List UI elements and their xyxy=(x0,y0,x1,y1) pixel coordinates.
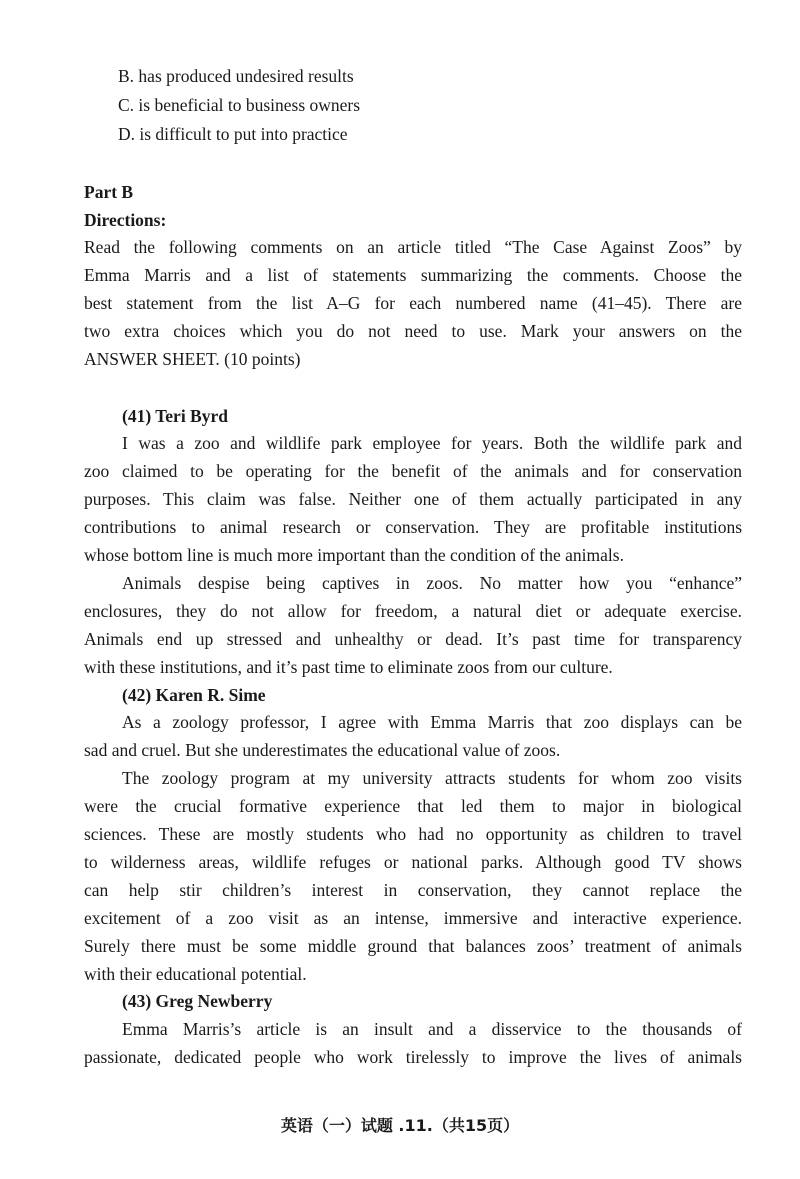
comment-line: with these institutions, and it’s past time to eliminate zoos from our culture. xyxy=(84,657,613,677)
comment-line: As a zoology professor, I agree with Emma Marris that zoo displays can be xyxy=(122,712,742,732)
directions-line: ANSWER SHEET. (10 points) xyxy=(84,349,301,369)
comment-line: I was a zoo and wildlife park employee for years. Both the wildlife park and xyxy=(122,433,742,453)
directions-label: Directions: xyxy=(84,210,167,230)
comment-line: Animals end up stressed and unhealthy or dead. It’s past time for transparency xyxy=(84,629,742,649)
directions-line: best statement from the list A–G for each numbered name (41–45). There are xyxy=(84,293,742,313)
comment-line: zoo claimed to be operating for the benefit of the animals and for conservation xyxy=(84,461,742,481)
comment-42-label: (42) Karen R. Sime xyxy=(122,685,266,705)
comment-line: excitement of a zoo visit as an intense, immersive and interactive experience. xyxy=(84,908,742,928)
comment-line: contributions to animal research or conservation. They are profitable institutions xyxy=(84,517,742,537)
part-b-heading: Part B xyxy=(84,182,134,202)
comment-41-label: (41) Teri Byrd xyxy=(122,406,228,426)
comment-line: whose bottom line is much more important than the condition of the animals. xyxy=(84,545,624,565)
comment-line: were the crucial formative experience that led them to major in biological xyxy=(84,796,742,816)
comment-line: Emma Marris’s article is an insult and a disservice to the thousands of xyxy=(122,1019,742,1039)
comment-line: sad and cruel. But she underestimates the educational value of zoos. xyxy=(84,740,561,760)
comment-line: can help stir children’s interest in conservation, they cannot replace the xyxy=(84,880,742,900)
directions-line: Emma Marris and a list of statements summarizing the comments. Choose the xyxy=(84,265,742,285)
directions-line: two extra choices which you do not need to use. Mark your answers on the xyxy=(84,321,742,341)
comment-line: enclosures, they do not allow for freedom, a natural diet or adequate exercise. xyxy=(84,601,742,621)
directions-line: Read the following comments on an article titled “The Case Against Zoos” by xyxy=(84,237,742,257)
option-b: B. has produced undesired results xyxy=(118,66,354,86)
page-footer: 英语（一）试题 .11.（共15页） xyxy=(280,1116,520,1135)
comment-line: Surely there must be some middle ground that balances zoos’ treatment of animals xyxy=(84,936,742,956)
comment-line: sciences. These are mostly students who had no opportunity as children to travel xyxy=(84,824,742,844)
comment-line: with their educational potential. xyxy=(84,964,307,984)
comment-line: passionate, dedicated people who work tirelessly to improve the lives of animals xyxy=(84,1047,742,1067)
option-d: D. is difficult to put into practice xyxy=(118,124,348,144)
comment-line: Animals despise being captives in zoos. No matter how you “enhance” xyxy=(122,573,742,593)
comment-line: The zoology program at my university attracts students for whom zoo visits xyxy=(122,768,742,788)
comment-43-label: (43) Greg Newberry xyxy=(122,991,273,1011)
option-c: C. is beneficial to business owners xyxy=(118,95,361,115)
comment-line: to wilderness areas, wildlife refuges or national parks. Although good TV shows xyxy=(84,852,742,872)
comment-line: purposes. This claim was false. Neither one of them actually participated in any xyxy=(84,489,742,509)
